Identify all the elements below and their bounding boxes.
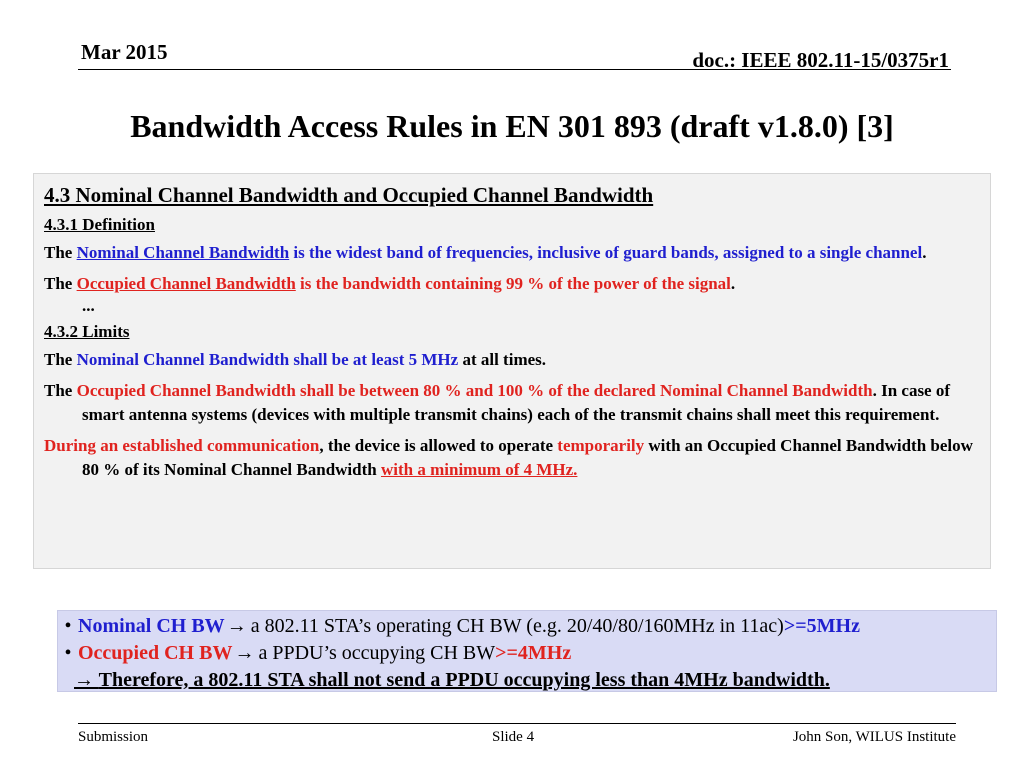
limit-occupied xyxy=(44,379,980,427)
def1-t1: The xyxy=(44,243,77,262)
def1-text: is the widest band of frequencies, inclusive of guard bands, assigned to a single channel xyxy=(289,243,923,262)
summary-occupied-label: Occupied CH BW xyxy=(78,642,233,664)
summary-nominal-text: a 802.11 STA’s operating CH BW (e.g. 20/40/80/160MHz in 11ac) xyxy=(250,615,784,637)
header-date: Mar 2015 xyxy=(81,40,168,64)
summary-row-occupied xyxy=(58,640,996,667)
lim2-end: . In case of smart antenna systems (devices with multiple transmit chains) each of the transmit chains shall meet this requirement. xyxy=(82,381,951,424)
summary-occupied-value: >=4MHz xyxy=(495,642,572,664)
ellipsis: ... xyxy=(82,296,95,315)
lim1-end: at all times. xyxy=(458,350,547,369)
limit-temporary xyxy=(44,434,980,482)
lim1-t1: The xyxy=(44,350,77,369)
right-arrow-icon: → xyxy=(74,669,94,691)
def1-term: Nominal Channel Bandwidth xyxy=(76,243,290,262)
limits-heading: 4.3.2 Limits xyxy=(44,322,130,341)
lim2-t1: The xyxy=(44,381,77,400)
slide-title: Bandwidth Access Rules in EN 301 893 (draft v1.8.0) [3] xyxy=(130,108,894,144)
def2-end: . xyxy=(730,274,736,293)
standard-excerpt-box xyxy=(33,173,991,569)
limit-nominal xyxy=(44,348,980,372)
summary-box xyxy=(57,610,997,692)
lim3-t2: , the device is allowed to operate xyxy=(319,436,558,455)
def2-text: is the bandwidth containing 99 % of the power of the signal xyxy=(295,274,731,293)
header-rule xyxy=(78,69,951,70)
definition-nominal xyxy=(44,241,980,265)
lim3-t3: temporarily xyxy=(557,436,645,455)
footer-submission: Submission xyxy=(78,729,149,745)
lim2-rule: Occupied Channel Bandwidth shall be between 80 % and 100 % of the declared Nominal Channel Bandwidth xyxy=(76,381,873,400)
summary-nominal-value: >=5MHz xyxy=(783,615,860,637)
conclusion-body: Therefore, a 802.11 STA shall not send a PPDU occupying less than 4MHz bandwidth. xyxy=(98,669,830,691)
section-heading: 4.3 Nominal Channel Bandwidth and Occupied Channel Bandwidth xyxy=(44,183,654,207)
right-arrow-icon: → xyxy=(234,642,255,664)
right-arrow-icon: → xyxy=(226,615,247,637)
bullet-icon: • xyxy=(64,642,72,664)
bullet-icon: • xyxy=(64,615,72,637)
summary-row-nominal xyxy=(58,613,996,640)
footer-slide-number: Slide 4 xyxy=(492,729,535,745)
def2-term: Occupied Channel Bandwidth xyxy=(76,274,296,293)
conclusion-text xyxy=(74,667,830,694)
definition-occupied xyxy=(44,272,980,296)
lim3-t4: with an Occupied Channel Bandwidth below 80 % of its Nominal Channel Bandwidth xyxy=(82,436,973,479)
definition-heading: 4.3.1 Definition xyxy=(44,215,155,234)
footer-author: John Son, WILUS Institute xyxy=(792,729,956,745)
lim3-t1: During an established communication xyxy=(44,436,320,455)
lim3-t5: with a minimum of 4 MHz. xyxy=(380,460,578,479)
def1-end: . xyxy=(922,243,927,262)
header-doc-id: doc.: IEEE 802.11-15/0375r1 xyxy=(692,48,949,72)
footer-rule xyxy=(78,723,956,724)
def2-t1: The xyxy=(44,274,77,293)
summary-row-conclusion xyxy=(58,667,996,694)
summary-nominal-label: Nominal CH BW xyxy=(78,615,225,637)
summary-occupied-text: a PPDU’s occupying CH BW xyxy=(258,642,496,664)
lim1-rule: Nominal Channel Bandwidth shall be at least 5 MHz xyxy=(76,350,459,369)
